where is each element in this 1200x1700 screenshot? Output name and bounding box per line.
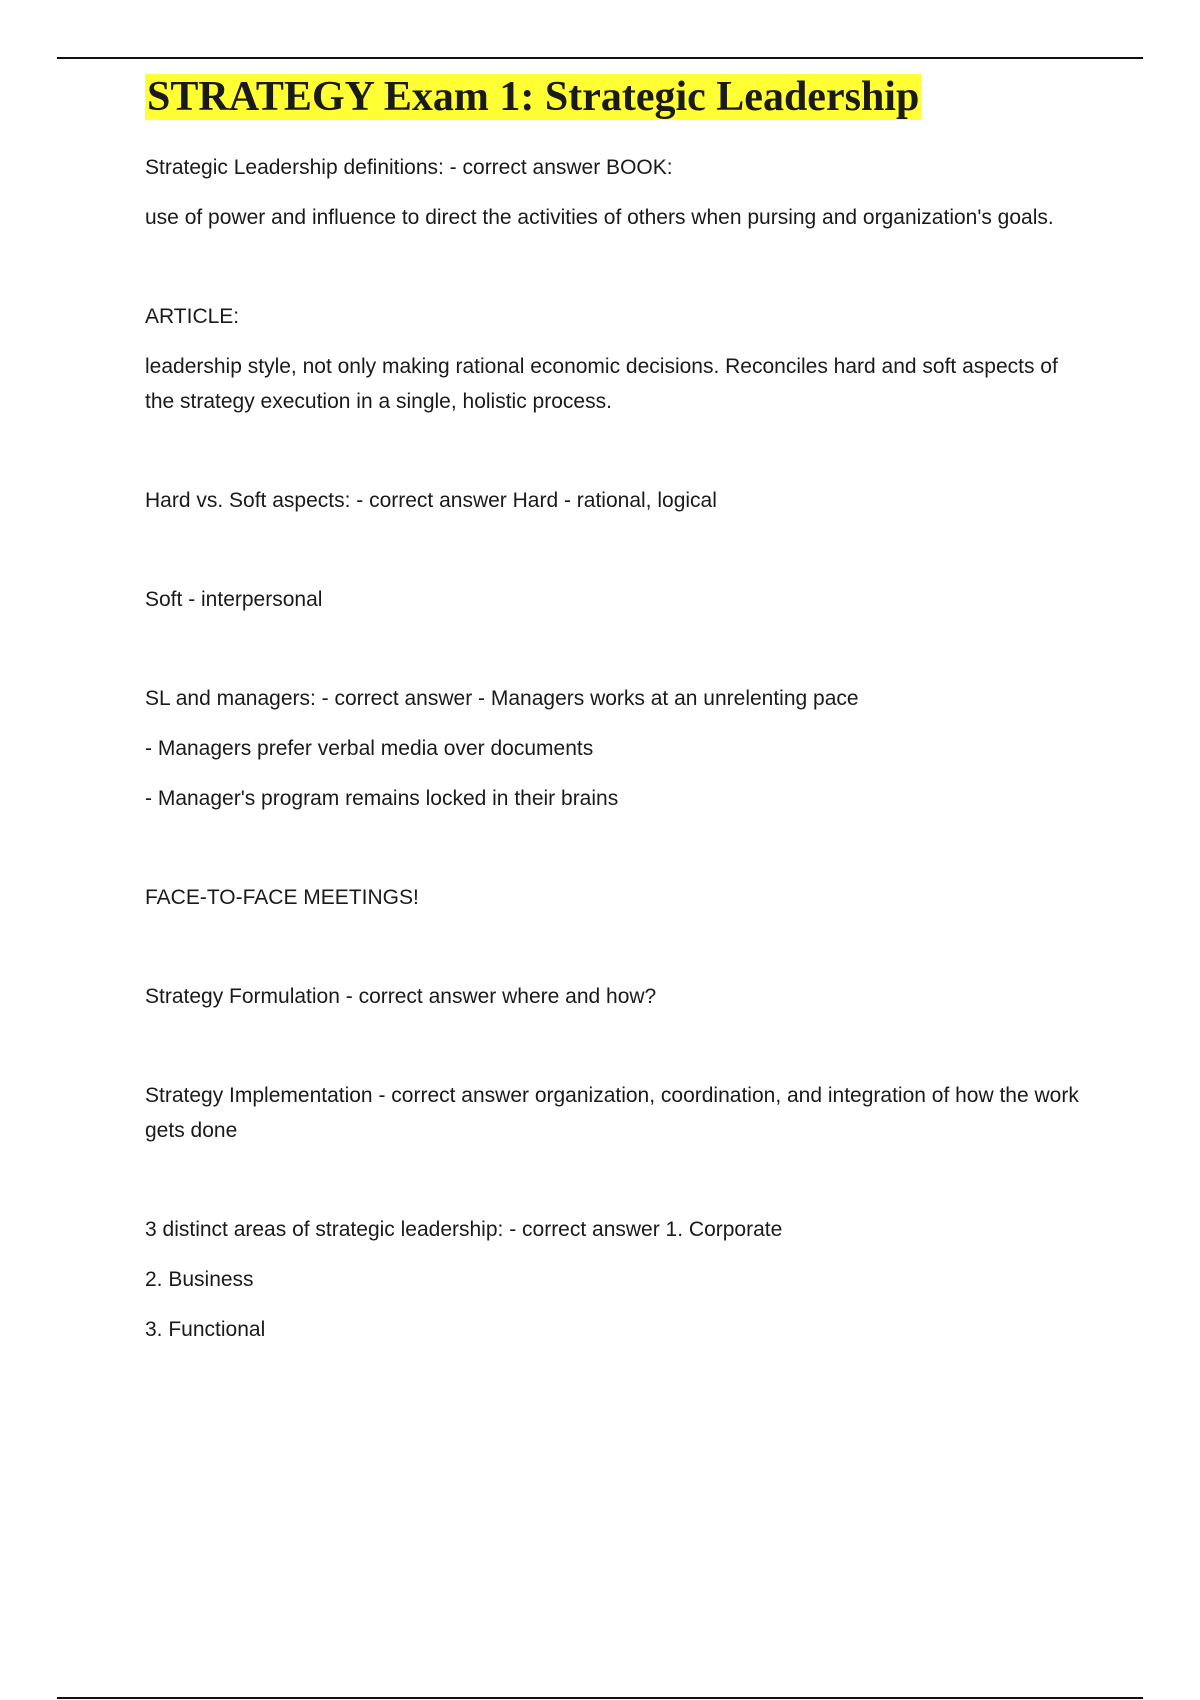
paragraph: 3. Functional xyxy=(145,1318,266,1341)
paragraph: 2. Business xyxy=(145,1268,254,1291)
title-block xyxy=(145,70,1085,124)
top-rule xyxy=(57,57,1143,59)
paragraph: Strategy Implementation - correct answer organization, coordination, and integration of how the work gets done xyxy=(145,1084,1079,1142)
bottom-rule xyxy=(57,1697,1143,1699)
paragraph: leadership style, not only making rational economic decisions. Reconciles hard and soft aspects of the strategy execution in a single, holistic process. xyxy=(145,355,1058,413)
paragraph: use of power and influence to direct the activities of others when pursing and organization's goals. xyxy=(145,206,1054,229)
paragraph: - Managers prefer verbal media over documents xyxy=(145,737,594,760)
paragraph: ARTICLE: xyxy=(145,305,240,328)
paragraph: Soft - interpersonal xyxy=(145,588,323,611)
document-title: STRATEGY Exam 1: Strategic Leadership xyxy=(147,74,920,120)
paragraph: Hard vs. Soft aspects: - correct answer Hard - rational, logical xyxy=(145,489,717,512)
paragraph: FACE-TO-FACE MEETINGS! xyxy=(145,886,419,909)
paragraph: Strategic Leadership definitions: - correct answer BOOK: xyxy=(145,156,673,179)
document-body xyxy=(145,70,1085,1347)
paragraph: Strategy Formulation - correct answer where and how? xyxy=(145,985,657,1008)
paragraph: 3 distinct areas of strategic leadership: - correct answer 1. Corporate xyxy=(145,1218,783,1241)
paragraph: SL and managers: - correct answer - Managers works at an unrelenting pace xyxy=(145,687,859,710)
paragraph: - Manager's program remains locked in their brains xyxy=(145,787,619,810)
